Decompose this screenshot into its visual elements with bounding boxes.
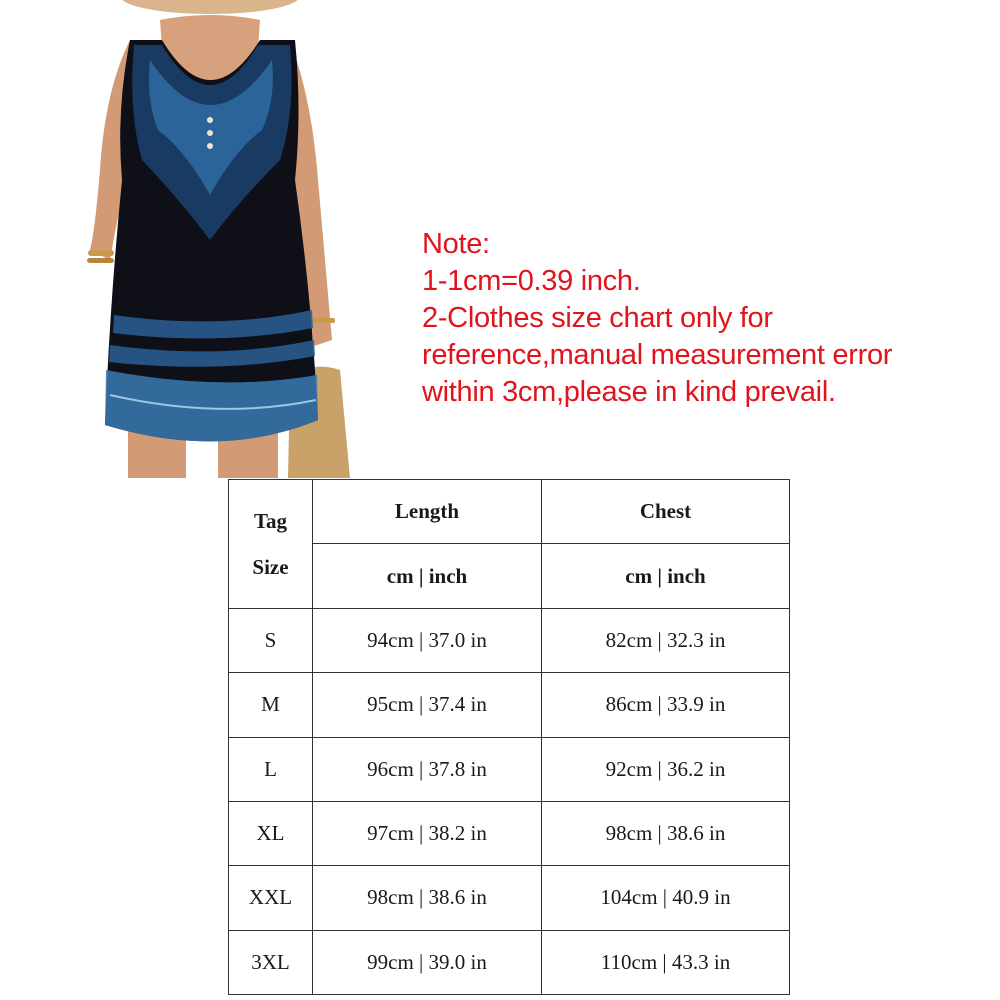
table-row [229, 673, 790, 737]
product-photo [50, 0, 350, 478]
table-row [229, 801, 790, 865]
table-row [229, 608, 790, 672]
length-unit-header: cm | inch [313, 544, 542, 608]
table-row [229, 737, 790, 801]
length-cell: 96cm | 37.8 in [313, 737, 542, 801]
length-cell: 95cm | 37.4 in [313, 673, 542, 737]
chest-cell: 82cm | 32.3 in [542, 608, 790, 672]
chest-cell: 86cm | 33.9 in [542, 673, 790, 737]
size-cell: XXL [229, 866, 313, 930]
chest-unit-header: cm | inch [542, 544, 790, 608]
size-chart-table [228, 479, 790, 995]
size-cell: L [229, 737, 313, 801]
chest-header: Chest [542, 480, 790, 544]
tag-size-label-line1: Tag [253, 508, 288, 533]
size-cell: XL [229, 801, 313, 865]
table-row [229, 866, 790, 930]
size-cell: 3XL [229, 930, 313, 994]
length-cell: 99cm | 39.0 in [313, 930, 542, 994]
note-line: reference,manual measurement error [422, 339, 893, 371]
chest-cell: 110cm | 43.3 in [542, 930, 790, 994]
note-line: 2-Clothes size chart only for [422, 302, 773, 334]
note-line: within 3cm,please in kind prevail. [422, 376, 836, 408]
chest-cell: 98cm | 38.6 in [542, 801, 790, 865]
length-cell: 97cm | 38.2 in [313, 801, 542, 865]
length-cell: 94cm | 37.0 in [313, 608, 542, 672]
tag-size-label-line2: Size [252, 554, 289, 579]
chest-cell: 92cm | 36.2 in [542, 737, 790, 801]
size-cell: M [229, 673, 313, 737]
size-cell: S [229, 608, 313, 672]
hat-icon [120, 0, 300, 14]
note-heading: Note: [422, 228, 490, 260]
table-row [229, 930, 790, 994]
dress-illustration [50, 0, 350, 478]
table-unit-row [229, 544, 790, 608]
size-note [422, 226, 982, 411]
length-header: Length [313, 480, 542, 544]
length-cell: 98cm | 38.6 in [313, 866, 542, 930]
tag-size-header [229, 480, 313, 609]
note-line: 1-1cm=0.39 inch. [422, 265, 641, 297]
table-header-row [229, 480, 790, 544]
chest-cell: 104cm | 40.9 in [542, 866, 790, 930]
